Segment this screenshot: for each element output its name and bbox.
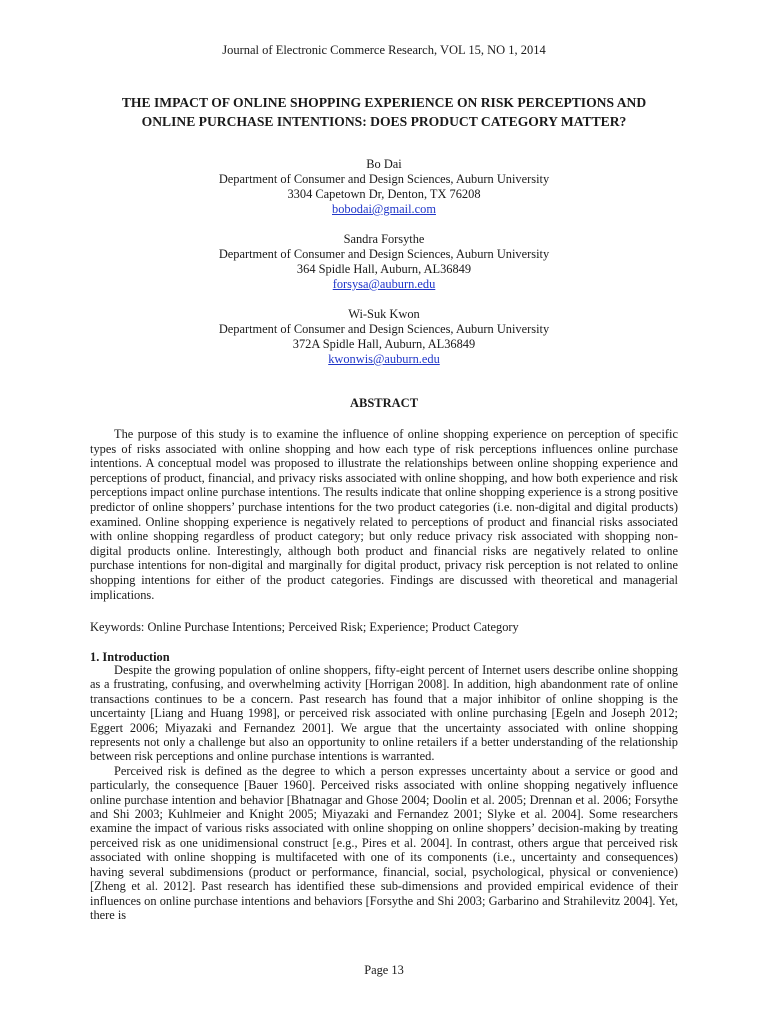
page-number: Page 13 <box>364 963 404 977</box>
author-block <box>0 232 768 292</box>
author-department: Department of Consumer and Design Sciences, Auburn University <box>218 247 550 261</box>
author-block <box>0 157 768 217</box>
journal-header: Journal of Electronic Commerce Research, VOL 15, NO 1, 2014 <box>222 43 546 57</box>
author-address: 3304 Capetown Dr, Denton, TX 76208 <box>287 187 481 201</box>
abstract-heading: ABSTRACT <box>349 396 419 410</box>
introduction-heading: 1. Introduction <box>90 650 170 664</box>
author-address: 372A Spidle Hall, Auburn, AL36849 <box>292 337 476 351</box>
author-email-link[interactable]: kwonwis@auburn.edu <box>328 352 440 366</box>
intro-paragraph: Perceived risk is defined as the degree to which a person expresses uncertainty about a service or good and particularly, the consequence [Bauer 1960]. Perceived risks associated with online shopping negatively influence online purchase intention and behavior [Bhatnagar and Ghose 2004; Doolin et al. 2005; Drennan et al. 2006; Forsythe and Shi 2003; Kuhlmeier and Knight 2005; Miyazaki and Fernandez 2001; Slyke et al. 2004]. Some researchers examine the impact of various risks associated with online shopping on online shoppers’ decision-making by treating perceived risk as one unidimensional construct [e.g., Pires et al. 2004]. In contrast, others argue that perceived risk associated with online shopping is multifaceted with one of its components (i.e., uncertainty and consequences) having several subdimensions (product or performance, financial, social, psychological, physical or convenience) [Zheng et al. 2012]. Past research has identified these sub-dimensions and provided empirical evidence of their influences on online purchase intentions and behaviors [Forsythe and Shi 2003; Garbarino and Strahilevitz 2004]. Yet, there is <box>90 763 678 922</box>
author-name: Bo Dai <box>366 157 402 171</box>
keywords: Keywords: Online Purchase Intentions; Perceived Risk; Experience; Product Category <box>90 620 519 634</box>
paper-title <box>70 93 698 131</box>
author-name: Wi-Suk Kwon <box>348 307 420 321</box>
abstract-text: The purpose of this study is to examine the influence of online shopping experience on perception of specific types of risks associated with online shopping and how each type of risk perceptions influences online purchase intentions. A conceptual model was proposed to illustrate the relationships between online shopping experience and perceptions of product, financial, and privacy risks associated with online shopping, and how both experience and risk perceptions impact online purchase intentions. The results indicate that online shopping experience is a strong positive predictor of online shoppers’ purchase intentions for the two product categories (i.e. non-digital and digital products) examined. Online shopping experience is negatively related to perceptions of product and financial risks associated with online shopping regardless of product category; but only reduce privacy risk associated with shopping non-digital products online. Interestingly, although both product and financial risks are negatively related to online purchase intentions for non-digital and marginally for digital product, privacy risk perception is not related to online shopping intentions for either of the product categories. Findings are discussed with theoretical and managerial implications. <box>90 427 678 602</box>
title-line-1: THE IMPACT OF ONLINE SHOPPING EXPERIENCE ON RISK PERCEPTIONS AND <box>121 95 647 110</box>
author-list <box>0 157 768 382</box>
author-address: 364 Spidle Hall, Auburn, AL36849 <box>296 262 472 276</box>
introduction-body <box>90 663 678 922</box>
author-block <box>0 307 768 367</box>
author-department: Department of Consumer and Design Sciences, Auburn University <box>218 172 550 186</box>
author-email-link[interactable]: forsysa@auburn.edu <box>332 277 436 291</box>
intro-paragraph: Despite the growing population of online shoppers, fifty-eight percent of Internet users describe online shopping as a frustrating, confusing, and overwhelming activity [Horrigan 2008]. In addition, high abandonment rate of online transactions continues to be a concern. Past research has found that a major inhibitor of online shopping is the uncertainty [Liang and Huang 1998], or perceived risk associated with online purchasing [Egeln and Joseph 2012; Eggert 2006; Miyazaki and Fernandez 2001]. We argue that the uncertainty associated with online shopping represents not only a challenge but also an opportunity to online retailers if a better understanding of the relationship between risk perceptions and online purchase intentions is warranted. <box>90 663 678 764</box>
author-email-link[interactable]: bobodai@gmail.com <box>332 202 436 216</box>
title-line-2: ONLINE PURCHASE INTENTIONS: DOES PRODUCT CATEGORY MATTER? <box>141 114 627 129</box>
author-department: Department of Consumer and Design Sciences, Auburn University <box>218 322 550 336</box>
author-name: Sandra Forsythe <box>343 232 425 246</box>
